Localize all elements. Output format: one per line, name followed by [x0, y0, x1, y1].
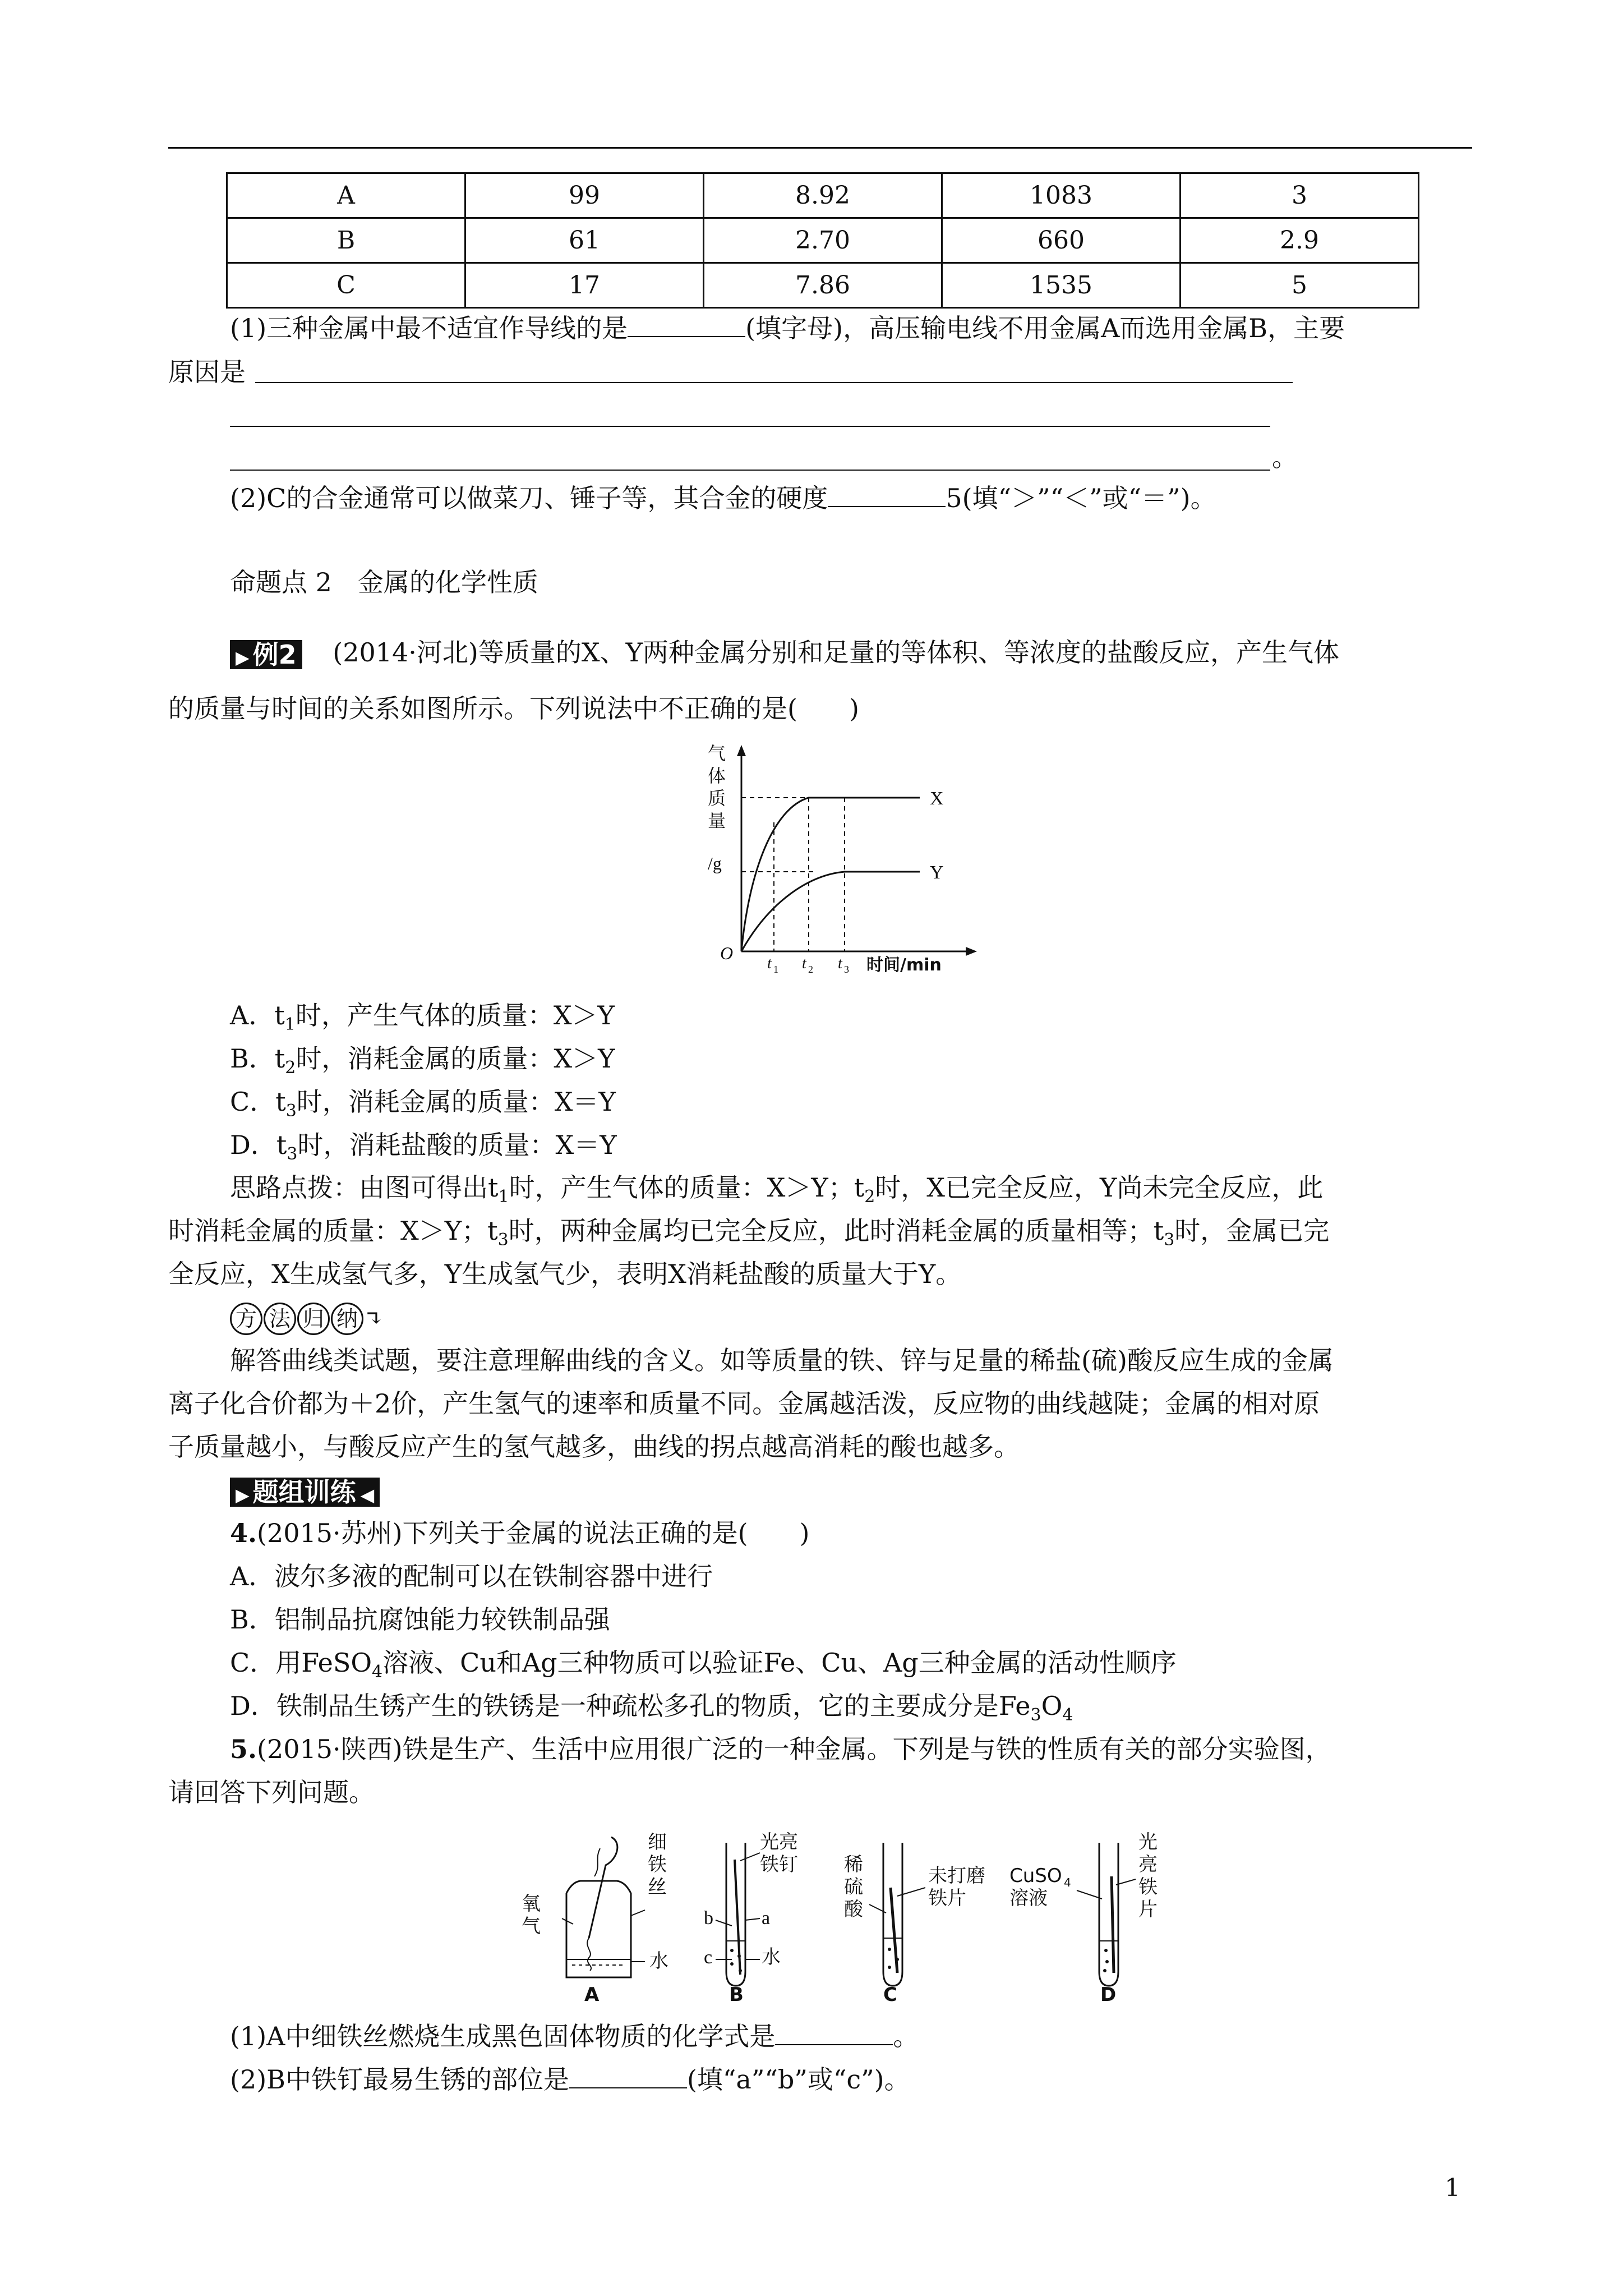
method-summary-heading: 方 法 归 纳 ↴ — [230, 1300, 384, 1336]
label-unpolished-iron-sheet: 未打磨 — [928, 1865, 985, 1887]
t2-label: t — [802, 955, 806, 972]
answer-line — [255, 382, 1293, 383]
page-number: 1 — [1445, 2174, 1460, 2202]
label-solution: 溶液 — [1009, 1887, 1048, 1910]
label-cuso4: CuSO — [1009, 1865, 1062, 1887]
y-axis-label-char: 体 — [708, 766, 726, 786]
label-dilute-sulfuric-acid: 稀 — [844, 1853, 863, 1876]
answer-line — [230, 426, 1270, 427]
text: 原因是 — [168, 357, 246, 387]
triangle-icon: ▶ — [236, 647, 250, 668]
analysis-line-2: 时消耗金属的质量：X＞Y；$t_3$时，两种金属均已完全反应，此时消耗金属的质量相等；$t_3$时，金属已完 — [168, 1216, 1330, 1250]
table-cell: 5 — [1181, 263, 1419, 308]
table-cell: 8.92 — [704, 173, 942, 218]
option-a: A．$t_1$时，产生气体的质量：X＞Y — [230, 1000, 615, 1035]
t1-sub: 1 — [773, 964, 778, 975]
training-tag: ▶ 题组训练 ◀ — [230, 1478, 380, 1507]
pointer-line — [740, 1853, 760, 1861]
liquid-dot — [896, 1958, 899, 1961]
table-cell: 660 — [942, 218, 1181, 263]
t1-label: t — [767, 955, 772, 972]
label-oxygen: 氧 — [522, 1893, 541, 1915]
x-axis-arrow-icon — [966, 947, 977, 956]
label-b: b — [704, 1908, 713, 1929]
table-cell: 1535 — [942, 263, 1181, 308]
label-unpolished-iron-sheet: 铁片 — [928, 1887, 966, 1910]
text: (2)C的合金通常可以做菜刀、锤子等，其合金的硬度 — [230, 483, 828, 513]
training-heading — [230, 1473, 380, 1507]
answer-line — [230, 470, 1270, 471]
question-4-option-c: C．用FeSO$_4$溶液、Cu和Ag三种物质可以验证Fe、Cu、Ag三种金属的活动性顺序 — [230, 1648, 1177, 1682]
table-cell: 2.70 — [704, 218, 942, 263]
question-4-option-b: B．铝制品抗腐蚀能力较铁制品强 — [230, 1604, 610, 1635]
analysis-line-1: 思路点拨：由图可得出$t_1$时，产生气体的质量：X＞Y；$t_2$时，X已完全反应，Y尚未完全反应，此 — [230, 1172, 1324, 1207]
y-axis-label-char: 质 — [708, 788, 726, 808]
example-tag: ▶ 例2 — [230, 640, 302, 669]
table-question-2 — [230, 481, 1216, 515]
option-d: D．$t_3$时，消耗盐酸的质量：X＝Y — [230, 1130, 617, 1165]
liquid-dot — [1105, 1960, 1109, 1963]
iron-wire-tongs — [589, 1837, 617, 1938]
label-iron-wire: 铁 — [648, 1853, 667, 1876]
label-shiny-iron-sheet: 片 — [1138, 1898, 1158, 1921]
label-iron-wire: 丝 — [648, 1876, 667, 1898]
pointer-line — [745, 1918, 760, 1920]
table-row — [227, 173, 1419, 218]
label-a: a — [762, 1908, 771, 1929]
table-row — [227, 218, 1419, 263]
y-axis-arrow-icon — [737, 745, 746, 756]
label-shiny-iron-sheet: 亮 — [1138, 1853, 1158, 1876]
curve-y — [741, 872, 920, 951]
pointer-line — [562, 1918, 573, 1924]
table-cell: 7.86 — [704, 263, 942, 308]
table-cell: 1083 — [942, 173, 1181, 218]
text: (填字母)，高压输电线不用金属A而选用金属B，主要 — [745, 313, 1345, 343]
y-axis-label-char: 量 — [708, 811, 726, 831]
figure-a-label: A — [584, 1984, 600, 2005]
y-axis-label-char: 气 — [708, 743, 726, 763]
label-dilute-sulfuric-acid: 酸 — [844, 1898, 863, 1921]
text: 5(填“＞”“＜”或“＝”)。 — [946, 483, 1216, 513]
y-axis-label-unit: /g — [708, 853, 722, 873]
table-cell: 99 — [465, 173, 704, 218]
label-water: 水 — [762, 1946, 781, 1968]
match — [594, 1848, 600, 1876]
triangle-icon: ▶ — [236, 1484, 250, 1506]
liquid-dot — [730, 1962, 734, 1966]
table-question-1-reason — [168, 355, 246, 389]
arrow-down-icon: ↴ — [365, 1306, 384, 1332]
table-cell: A — [227, 173, 465, 218]
example-line-1 — [230, 636, 1339, 669]
table-cell: C — [227, 263, 465, 308]
label-dilute-sulfuric-acid: 硫 — [844, 1876, 863, 1898]
iron-wire-coil — [587, 1938, 591, 1971]
iron-experiments-figure — [510, 1826, 1200, 2005]
label-cuso4-sub: 4 — [1064, 1876, 1071, 1889]
question-5-sub-2: (2)B中铁钉最易生锈的部位是 (填“a”“b”或“c”)。 — [230, 2064, 910, 2095]
example-line-2: 的质量与时间的关系如图所示。下列说法中不正确的是( ) — [168, 693, 859, 724]
x-axis-label: 时间/min — [866, 955, 942, 975]
liquid-dot — [1104, 1949, 1108, 1952]
question-4-option-a: A．波尔多液的配制可以在铁制容器中进行 — [230, 1561, 713, 1591]
table-cell: 2.9 — [1181, 218, 1419, 263]
method-line-1: 解答曲线类试题，要注意理解曲线的含义。如等质量的铁、锌与足量的稀盐(硫)酸反应生成的金属 — [230, 1345, 1334, 1375]
pointer-line — [716, 1920, 732, 1926]
t3-sub: 3 — [844, 964, 849, 975]
label-oxygen: 气 — [522, 1915, 541, 1938]
label-shiny-iron-sheet: 光 — [1138, 1831, 1158, 1853]
question-4-option-d: D．铁制品生锈产生的铁锈是一种疏松多孔的物质，它的主要成分是$Fe_3O_4$ — [230, 1691, 1073, 1726]
answer-blank — [775, 2022, 893, 2045]
table-cell: 17 — [465, 263, 704, 308]
liquid-dot — [888, 1948, 891, 1951]
gas-jar-neck — [566, 1881, 631, 1893]
table-question-1 — [230, 311, 1345, 345]
table-cell: 61 — [465, 218, 704, 263]
curve-x-label: X — [930, 788, 944, 809]
pointer-line — [1077, 1890, 1102, 1899]
figure-c-label: C — [883, 1984, 897, 2005]
answer-blank — [828, 484, 946, 507]
test-tube-d — [1099, 1843, 1118, 1986]
text: (2014·河北)等质量的X、Y两种金属分别和足量的等体积、等浓度的盐酸反应，产生气体 — [333, 637, 1339, 668]
header-rule — [168, 147, 1472, 149]
question-5-stem-1: 5.(2015·陕西)铁是生产、生活中应用很广泛的一种金属。下列是与铁的性质有关的部分实验图， — [230, 1734, 1331, 1764]
liquid-dot — [739, 1969, 742, 1972]
liquid-dot — [1103, 1969, 1106, 1972]
t3-label: t — [838, 955, 842, 972]
iron-sheet-d — [1112, 1876, 1114, 1973]
method-line-2: 离子化合价都为＋2价，产生氢气的速率和质量不同。金属越活泼，反应物的曲线越陡；金属的相对原 — [168, 1388, 1320, 1419]
label-c: c — [704, 1947, 713, 1968]
label-shiny-nail: 铁钉 — [760, 1853, 798, 1876]
answer-blank — [628, 314, 745, 337]
answer-blank — [569, 2065, 687, 2088]
question-5-sub-1: (1)A中细铁丝燃烧生成黑色固体物质的化学式是 。 — [230, 2021, 919, 2051]
method-line-3: 子质量越小，与酸反应产生的氢气越多，曲线的拐点越高消耗的酸也越多。 — [168, 1432, 1020, 1462]
liquid-dot — [888, 1966, 891, 1969]
pointer-line — [631, 1910, 645, 1916]
liquid-dot — [737, 1954, 741, 1958]
curve-y-label: Y — [930, 862, 944, 883]
label-water: 水 — [649, 1950, 668, 1972]
period: 。 — [1272, 442, 1298, 472]
analysis-line-3: 全反应，X生成氢气多，Y生成氢气少，表明X消耗盐酸的质量大于Y。 — [168, 1259, 962, 1289]
section-title: 命题点 2 金属的化学性质 — [230, 567, 538, 597]
t2-sub: 2 — [808, 964, 813, 975]
label-iron-wire: 细 — [648, 1831, 667, 1853]
label-shiny-iron-sheet: 铁 — [1138, 1876, 1158, 1898]
question-4-stem: 4.(2015·苏州)下列关于金属的说法正确的是( ) — [230, 1518, 810, 1548]
text: (1)三种金属中最不适宜作导线的是 — [230, 313, 628, 343]
metal-properties-table — [226, 172, 1419, 309]
origin-label: O — [720, 943, 734, 963]
triangle-left-icon: ◀ — [360, 1484, 375, 1506]
table-cell: 3 — [1181, 173, 1419, 218]
gas-mass-time-graph — [695, 735, 998, 982]
liquid-dot — [730, 1949, 734, 1952]
question-5-stem-2: 请回答下列问题。 — [168, 1777, 375, 1807]
figure-b-label: B — [729, 1984, 744, 2005]
figure-d-label: D — [1100, 1984, 1117, 2005]
option-b: B．$t_2$时，消耗金属的质量：X＞Y — [230, 1043, 615, 1078]
table-row — [227, 263, 1419, 308]
label-shiny-nail: 光亮 — [760, 1831, 798, 1853]
table-cell: B — [227, 218, 465, 263]
option-c: C．$t_3$时，消耗金属的质量：X＝Y — [230, 1087, 616, 1121]
